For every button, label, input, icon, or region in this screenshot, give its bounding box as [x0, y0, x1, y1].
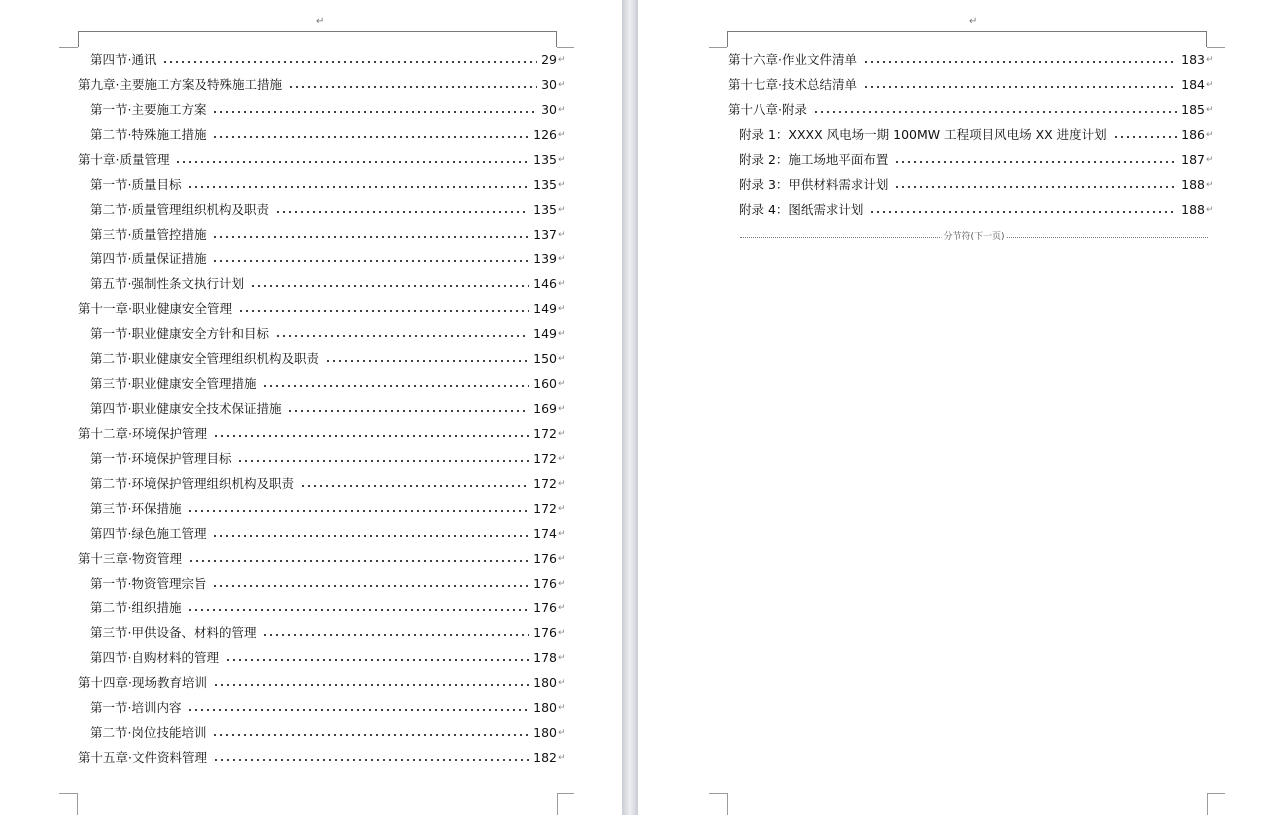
toc-entry-title: 第三节·职业健康安全管理措施 [90, 376, 257, 392]
toc-entry-page-number: 126 [533, 126, 557, 142]
toc-dot-leader [162, 61, 537, 63]
toc-entry-title: 第二节·组织措施 [90, 600, 182, 616]
toc-dot-leader [187, 609, 529, 611]
paragraph-mark: ↵ [1206, 179, 1214, 190]
crop-mark-top-left [59, 47, 78, 48]
toc-entry-title: 第一节·环境保护管理目标 [90, 450, 232, 466]
toc-entry-page-number: 172 [533, 475, 557, 491]
toc-entry-title: 第二节·职业健康安全管理组织机构及职责 [90, 351, 319, 367]
toc-entry[interactable] [90, 500, 566, 518]
toc-entry[interactable] [78, 674, 566, 692]
toc-entry-page-number: 180 [533, 700, 557, 716]
header-paragraph-mark: ↵ [316, 16, 325, 27]
toc-entry-title: 第一节·物资管理宗旨 [90, 575, 207, 591]
paragraph-mark: ↵ [558, 129, 566, 140]
toc-entry[interactable] [90, 624, 566, 642]
toc-dot-leader [813, 111, 1177, 113]
toc-entry-page-number: 29 [541, 52, 557, 67]
crop-mark-bottom-left [709, 793, 727, 794]
toc-entry-title: 第四节·绿色施工管理 [90, 525, 207, 541]
toc-entry-title: 第九章·主要施工方案及特殊施工措施 [78, 76, 282, 92]
paragraph-mark: ↵ [558, 628, 566, 639]
toc-dot-leader [238, 310, 529, 312]
toc-entry[interactable] [90, 250, 566, 268]
toc-entry-page-number: 149 [533, 301, 557, 317]
toc-entry-page-number: 135 [533, 151, 557, 167]
toc-entry-title: 附录 4：图纸需求计划 [739, 201, 864, 217]
paragraph-mark: ↵ [558, 204, 566, 215]
toc-entry[interactable] [739, 201, 1214, 219]
paragraph-mark: ↵ [558, 478, 566, 489]
toc-dot-leader [212, 111, 537, 113]
toc-entry-title: 第十四章·现场教育培训 [78, 675, 207, 691]
page-gap [622, 0, 638, 815]
toc-entry-title: 第四节·自购材料的管理 [90, 650, 219, 666]
toc-entry[interactable] [90, 201, 566, 219]
toc-dot-leader [863, 61, 1177, 63]
toc-entry[interactable] [728, 51, 1214, 69]
toc-entry[interactable] [90, 375, 566, 393]
document-page-right[interactable] [638, 0, 1266, 815]
toc-entry[interactable] [90, 325, 566, 343]
paragraph-mark: ↵ [558, 304, 566, 315]
paragraph-mark: ↵ [558, 329, 566, 340]
crop-mark-bottom-right-vertical [557, 793, 558, 815]
toc-dot-leader [288, 86, 537, 88]
toc-dot-leader [275, 335, 529, 337]
toc-entry-title: 第十三章·物资管理 [78, 550, 182, 566]
toc-entry[interactable] [90, 649, 566, 667]
toc-entry[interactable] [739, 126, 1214, 144]
toc-dot-leader [300, 485, 529, 487]
toc-entry-page-number: 185 [1181, 101, 1205, 117]
toc-entry-title: 附录 1：XXXX 风电场一期 100MW 工程项目风电场 XX 进度计划 [739, 126, 1107, 142]
toc-entry-page-number: 139 [533, 251, 557, 267]
paragraph-mark: ↵ [558, 753, 566, 764]
toc-entry[interactable] [78, 151, 566, 169]
toc-entry-title: 第五节·强制性条文执行计划 [90, 276, 244, 292]
header-corner-right [1206, 31, 1207, 47]
paragraph-mark: ↵ [1206, 79, 1214, 90]
toc-dot-leader [212, 734, 529, 736]
section-break-marker [740, 231, 1208, 243]
toc-dot-leader [187, 510, 529, 512]
toc-entry-page-number: 180 [533, 725, 557, 741]
crop-mark-bottom-left [59, 793, 78, 794]
toc-dot-leader [325, 360, 529, 362]
paragraph-mark: ↵ [558, 728, 566, 739]
toc-entry-title: 第四节·职业健康安全技术保证措施 [90, 401, 282, 417]
toc-entry[interactable] [90, 176, 566, 194]
paragraph-mark: ↵ [558, 354, 566, 365]
toc-dot-leader [187, 709, 529, 711]
toc-entry-page-number: 30 [541, 76, 557, 92]
toc-dot-leader [869, 211, 1177, 213]
toc-dot-leader [213, 684, 529, 686]
toc-dot-leader [287, 410, 529, 412]
toc-entry-page-number: 182 [533, 750, 557, 766]
toc-entry[interactable] [90, 699, 566, 717]
toc-entry[interactable] [728, 76, 1214, 94]
toc-entry-title: 第二节·岗位技能培训 [90, 725, 207, 741]
toc-entry-title: 附录 2：施工场地平面布置 [739, 151, 889, 167]
toc-entry[interactable] [728, 101, 1214, 119]
paragraph-mark: ↵ [558, 553, 566, 564]
toc-dot-leader [894, 161, 1177, 163]
header-paragraph-mark: ↵ [969, 16, 978, 27]
toc-dot-leader [225, 659, 529, 661]
toc-entry-page-number: 176 [533, 600, 557, 616]
paragraph-mark: ↵ [558, 528, 566, 539]
toc-entry[interactable] [90, 475, 566, 493]
toc-entry-page-number: 172 [533, 500, 557, 516]
toc-entry-page-number: 188 [1181, 201, 1205, 217]
paragraph-mark: ↵ [558, 379, 566, 390]
crop-mark-top-left [709, 47, 727, 48]
toc-entry-title: 第一节·质量目标 [90, 176, 182, 192]
paragraph-mark: ↵ [558, 279, 566, 290]
paragraph-mark: ↵ [558, 453, 566, 464]
toc-entry[interactable] [739, 176, 1214, 194]
toc-entry[interactable] [90, 51, 566, 69]
toc-entry-title: 附录 3：甲供材料需求计划 [739, 176, 889, 192]
toc-dot-leader [894, 186, 1177, 188]
paragraph-mark: ↵ [558, 404, 566, 415]
toc-entry-page-number: 187 [1181, 151, 1205, 167]
toc-entry-title: 第三节·环保措施 [90, 500, 182, 516]
toc-entry[interactable] [78, 300, 566, 318]
toc-dot-leader [212, 260, 529, 262]
toc-entry-page-number: 183 [1181, 52, 1205, 67]
toc-entry-page-number: 188 [1181, 176, 1205, 192]
toc-dot-leader [262, 385, 529, 387]
paragraph-mark: ↵ [1206, 55, 1214, 65]
toc-entry-page-number: 135 [533, 201, 557, 217]
document-page-left[interactable] [0, 0, 622, 815]
toc-entry[interactable] [90, 400, 566, 418]
toc-entry-page-number: 184 [1181, 76, 1205, 92]
paragraph-mark: ↵ [558, 229, 566, 240]
paragraph-mark: ↵ [558, 578, 566, 589]
paragraph-mark: ↵ [558, 678, 566, 689]
toc-entry-page-number: 176 [533, 575, 557, 591]
paragraph-mark: ↵ [558, 703, 566, 714]
toc-entry-title: 第四节·质量保证措施 [90, 251, 207, 267]
paragraph-mark: ↵ [558, 104, 566, 115]
toc-dot-leader [175, 161, 529, 163]
toc-dot-leader [1113, 136, 1177, 138]
paragraph-mark: ↵ [558, 55, 566, 65]
header-border-line [727, 31, 1207, 32]
header-corner-right [556, 31, 557, 47]
toc-dot-leader [262, 634, 529, 636]
toc-entry-title: 第一节·职业健康安全方针和目标 [90, 326, 269, 342]
toc-dot-leader [212, 585, 529, 587]
toc-entry-page-number: 135 [533, 176, 557, 192]
toc-entry-title: 第一节·培训内容 [90, 700, 182, 716]
toc-entry-title: 第十二章·环境保护管理 [78, 425, 207, 441]
toc-entry-page-number: 149 [533, 326, 557, 342]
toc-entry-title: 第二节·环境保护管理组织机构及职责 [90, 475, 294, 491]
toc-entry-page-number: 172 [533, 425, 557, 441]
toc-entry[interactable] [90, 226, 566, 244]
toc-entry-title: 第三节·质量管控措施 [90, 226, 207, 242]
toc-entry[interactable] [78, 749, 566, 767]
paragraph-mark: ↵ [1206, 154, 1214, 165]
toc-dot-leader [212, 136, 529, 138]
toc-entry-page-number: 180 [533, 675, 557, 691]
toc-entry-page-number: 176 [533, 550, 557, 566]
toc-entry[interactable] [78, 550, 566, 568]
toc-entry-page-number: 172 [533, 450, 557, 466]
toc-entry[interactable] [78, 76, 566, 94]
toc-entry-title: 第十一章·职业健康安全管理 [78, 301, 232, 317]
toc-dot-leader [213, 759, 529, 761]
section-break-label: 分节符(下一页) [943, 232, 1005, 242]
toc-entry[interactable] [90, 724, 566, 742]
toc-entry-title: 第十八章·附录 [728, 101, 807, 117]
paragraph-mark: ↵ [558, 154, 566, 165]
toc-entry[interactable] [90, 599, 566, 617]
toc-dot-leader [237, 460, 529, 462]
toc-dot-leader [213, 435, 529, 437]
toc-entry-page-number: 174 [533, 525, 557, 541]
toc-entry-title: 第三节·甲供设备、材料的管理 [90, 625, 257, 641]
toc-dot-leader [212, 535, 529, 537]
toc-entry-page-number: 176 [533, 625, 557, 641]
toc-entry[interactable] [90, 126, 566, 144]
toc-entry-title: 第二节·质量管理组织机构及职责 [90, 201, 269, 217]
toc-entry-page-number: 160 [533, 376, 557, 392]
toc-entry-page-number: 146 [533, 276, 557, 292]
toc-entry[interactable] [90, 525, 566, 543]
toc-entry-title: 第一节·主要施工方案 [90, 101, 207, 117]
toc-dot-leader [275, 211, 529, 213]
toc-dot-leader [188, 560, 529, 562]
toc-entry[interactable] [739, 151, 1214, 169]
paragraph-mark: ↵ [558, 79, 566, 90]
paragraph-mark: ↵ [1206, 104, 1214, 115]
toc-entry-title: 第十六章·作业文件清单 [728, 52, 857, 67]
paragraph-mark: ↵ [558, 503, 566, 514]
paragraph-mark: ↵ [558, 653, 566, 664]
toc-dot-leader [250, 285, 529, 287]
paragraph-mark: ↵ [558, 603, 566, 614]
toc-entry-title: 第十章·质量管理 [78, 151, 170, 167]
header-corner-left [78, 31, 79, 47]
toc-entry-page-number: 150 [533, 351, 557, 367]
toc-entry[interactable] [78, 425, 566, 443]
toc-entry-title: 第二节·特殊施工措施 [90, 126, 207, 142]
paragraph-mark: ↵ [558, 428, 566, 439]
crop-mark-top-right [1207, 47, 1225, 48]
crop-mark-bottom-right-vertical [1207, 793, 1208, 815]
paragraph-mark: ↵ [1206, 129, 1214, 140]
crop-mark-bottom-left-vertical [727, 793, 728, 815]
header-border-line [78, 31, 557, 32]
toc-entry-title: 第十五章·文件资料管理 [78, 750, 207, 766]
paragraph-mark: ↵ [558, 254, 566, 265]
crop-mark-bottom-right [557, 793, 574, 794]
crop-mark-top-right [557, 47, 574, 48]
toc-dot-leader [187, 186, 529, 188]
toc-entry[interactable] [90, 450, 566, 468]
crop-mark-bottom-left-vertical [77, 793, 78, 815]
toc-entry-page-number: 178 [533, 650, 557, 666]
toc-entry-page-number: 186 [1181, 126, 1205, 142]
toc-entry-page-number: 169 [533, 401, 557, 417]
header-corner-left [727, 31, 728, 47]
crop-mark-bottom-right [1207, 793, 1225, 794]
toc-entry-title: 第十七章·技术总结清单 [728, 76, 857, 92]
toc-entry[interactable] [90, 275, 566, 293]
toc-entry-page-number: 137 [533, 226, 557, 242]
toc-dot-leader [863, 86, 1177, 88]
toc-entry-page-number: 30 [541, 101, 557, 117]
toc-entry[interactable] [90, 575, 566, 593]
paragraph-mark: ↵ [1206, 204, 1214, 215]
toc-entry[interactable] [90, 101, 566, 119]
toc-entry[interactable] [90, 350, 566, 368]
toc-dot-leader [212, 236, 529, 238]
toc-entry-title: 第四节·通讯 [90, 52, 157, 67]
paragraph-mark: ↵ [558, 179, 566, 190]
